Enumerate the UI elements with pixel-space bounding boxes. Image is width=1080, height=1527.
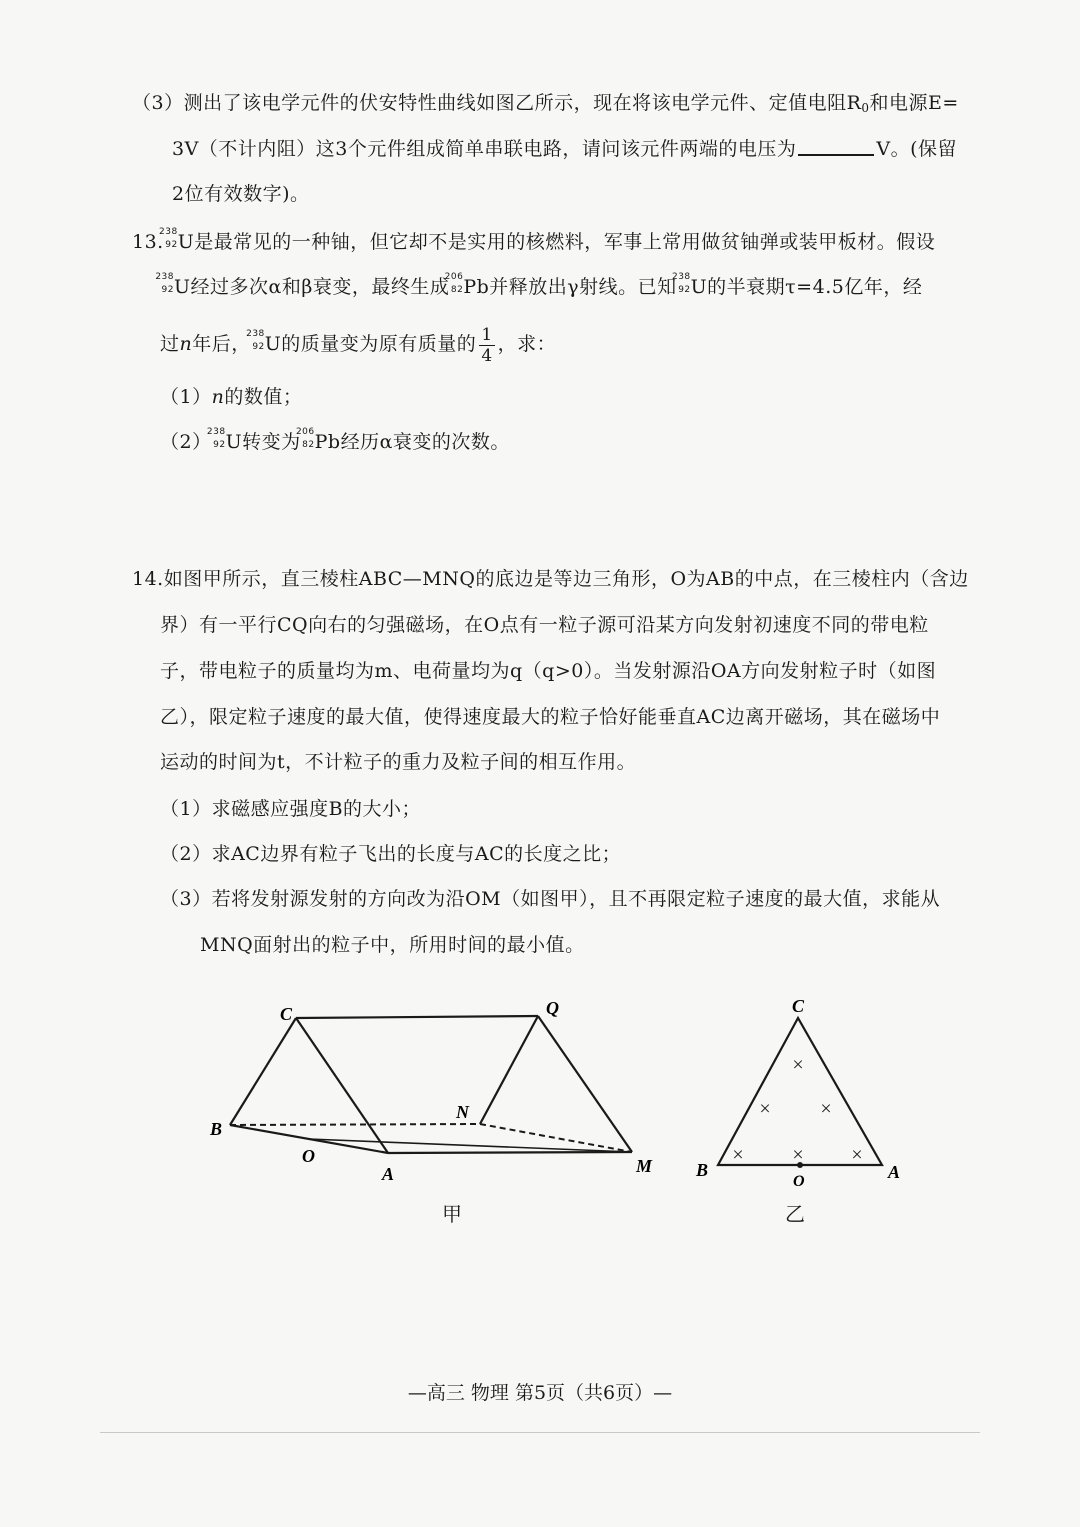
field-cross: × [759, 1098, 771, 1120]
field-cross: × [851, 1144, 863, 1166]
q14-line4: 乙），限定粒子速度的最大值，使得速度最大的粒子恰好能垂直AC边离开磁场，其在磁场中 [160, 706, 941, 728]
edge-QM [538, 1016, 632, 1152]
fraction-one-quarter: $\frac{1}{4}$ [481, 324, 493, 366]
label-O: O [793, 1173, 805, 1190]
field-cross: × [732, 1144, 744, 1166]
q14-part3-line2: MNQ面射出的粒子中，所用时间的最小值。 [200, 934, 585, 956]
figure-jia-prism [200, 990, 680, 1190]
line-OM [309, 1139, 632, 1152]
edge-BN-hidden [230, 1124, 480, 1125]
edge-CA [296, 1018, 388, 1153]
q13-part2: （2） 238 92 U转变为 206 82 Pb经历α衰变的次数。 [160, 427, 510, 453]
edge-CQ [296, 1016, 538, 1018]
edge-QN [480, 1016, 538, 1124]
q13-part1: （1）n的数值； [160, 386, 303, 408]
label-C: C [792, 996, 805, 1016]
q13-line1: 13. 238 92 U是最常见的一种铀，但它却不是实用的核燃料，军事上常用做贫铀弹或装甲板材。假设 [132, 227, 936, 253]
q14-line1: 14.如图甲所示，直三棱柱ABC—MNQ的底边是等边三角形，O为AB的中点，在三棱柱内（含边 [132, 568, 969, 590]
field-cross: × [792, 1144, 804, 1166]
label-O: O [302, 1146, 315, 1166]
edge-CB [230, 1018, 296, 1125]
label-C: C [280, 1004, 293, 1024]
q14-part2: （2）求AC边界有粒子飞出的长度与AC的长度之比； [160, 843, 622, 865]
field-cross: × [792, 1054, 804, 1076]
figure-jia-caption: 甲 [442, 1202, 462, 1226]
edge-AM [388, 1152, 632, 1153]
figure-yi-caption: 乙 [785, 1202, 805, 1226]
answer-blank [798, 136, 874, 156]
footer-rule [100, 1432, 980, 1433]
q12-part3-line3: 2位有效数字)。 [172, 183, 310, 205]
q14-part1: （1）求磁感应强度B的大小； [160, 798, 422, 820]
q14-line3: 子，带电粒子的质量均为m、电荷量均为q（q>0）。当发射源沿OA方向发射粒子时（如图 [160, 660, 937, 682]
page-footer: —高三 物理 第5页（共6页）— [407, 1382, 673, 1404]
field-cross: × [820, 1098, 832, 1120]
q12-part3-line2: 3V（不计内阻）这3个元件组成简单串联电路，请问该元件两端的电压为 V。(保留 [172, 138, 958, 160]
q13-line2: 238 92 U经过多次α和β衰变，最终生成 206 82 Pb并释放出γ射线。已知 238 92 U的半衰期τ=4.5亿年，经 [155, 272, 923, 298]
figure-yi-triangle [690, 990, 910, 1190]
label-B: B [210, 1119, 223, 1139]
q13-line3: 过n年后， 238 92 U的质量变为原有质量的 $\frac{1}{4}$ ，求： [160, 324, 557, 366]
q14-line2: 界）有一平行CQ向右的匀强磁场，在O点有一粒子源可沿某方向发射初速度不同的带电粒 [160, 614, 929, 636]
label-Q: Q [546, 998, 559, 1018]
label-A: A [382, 1164, 395, 1184]
label-M: M [636, 1156, 653, 1176]
triangle-ABC [718, 1018, 882, 1165]
q14-part3-line1: （3）若将发射源发射的方向改为沿OM（如图甲），且不再限定粒子速度的最大值，求能从 [160, 888, 941, 910]
u238-nuclide: 238 92 [159, 227, 178, 250]
label-N: N [456, 1102, 469, 1122]
edge-NM-hidden [480, 1124, 632, 1152]
label-A: A [888, 1162, 901, 1182]
q14-line5: 运动的时间为t，不计粒子的重力及粒子间的相互作用。 [160, 751, 637, 773]
label-B: B [696, 1160, 709, 1180]
q12-part3-line1: （3）测出了该电学元件的伏安特性曲线如图乙所示，现在将该电学元件、定值电阻$R_0$和电源E= [132, 92, 959, 115]
